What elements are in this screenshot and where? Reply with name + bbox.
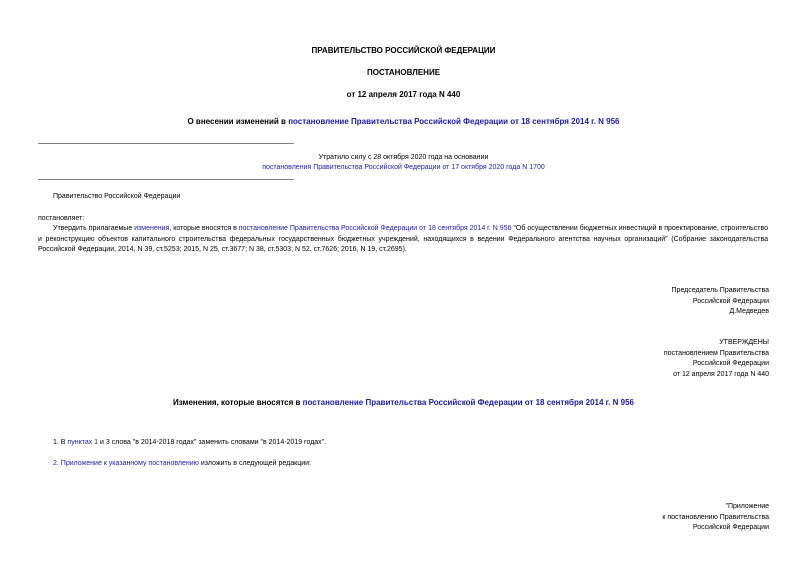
changes-link[interactable]: изменения — [134, 225, 170, 232]
appendix-line-1: "Приложение — [725, 503, 769, 510]
status-note-line: Утратило силу с 28 октября 2020 года на основании — [318, 154, 489, 161]
approval-text-1: Утвердить прилагаемые — [53, 225, 135, 232]
changes-title-prefix: Изменения, которые вносятся в — [173, 398, 303, 407]
document-date-number: от 12 апреля 2017 года N 440 — [346, 90, 461, 99]
amended-decree-link[interactable]: постановление Правительства Российской Федерации от 18 сентября 2014 г. N 956 — [288, 117, 620, 126]
signature-position: Председатель Правительства — [671, 287, 769, 294]
divider-top — [38, 143, 294, 144]
signature-name: Д.Медведев — [729, 308, 769, 315]
changes-title — [0, 398, 807, 407]
appendix-link[interactable]: Приложение к указанному постановлению — [60, 460, 199, 467]
appendix-line-3: Российской Федерации — [692, 524, 769, 531]
change-item-2-text: изложить в следующей редакции: — [198, 460, 311, 467]
issuer: Правительство Российской Федерации — [53, 193, 181, 200]
points-link[interactable]: пунктах 1 — [67, 439, 99, 446]
approval-text-2: , которые вносятся в — [169, 225, 239, 232]
document-title — [0, 117, 807, 126]
repealing-decree-link[interactable]: постановления Правительства Российской Федерации от 17 октября 2020 года N 1700 — [262, 164, 545, 171]
approved-by: постановлением Правительства — [663, 349, 769, 357]
document-title-prefix: О внесении изменений в — [187, 117, 289, 126]
change-item-2 — [53, 460, 311, 467]
approved-date: от 12 апреля 2017 года N 440 — [673, 370, 769, 378]
appendix-line-2: к постановлению Правительства — [662, 513, 769, 521]
government-heading: ПРАВИТЕЛЬСТВО РОССИЙСКОЙ ФЕДЕРАЦИИ — [311, 46, 496, 55]
approved-heading: УТВЕРЖДЕНЫ — [719, 339, 769, 346]
approved-country: Российской Федерации — [692, 360, 769, 367]
approval-paragraph — [38, 224, 768, 256]
change-item-2-number: 2. — [53, 460, 61, 467]
signature-country: Российской Федерации — [692, 297, 769, 305]
changes-decree-link[interactable]: постановление Правительства Российской Федерации от 18 сентября 2014 г. N 956 — [302, 398, 634, 407]
change-item-1-text-b: и 3 слова "в 2014-2018 годах" заменить словами "в 2014-2019 годах". — [98, 439, 327, 446]
change-item-1 — [53, 439, 326, 446]
appendix-heading — [662, 502, 769, 534]
change-item-1-text-a: 1. В — [53, 439, 68, 446]
decree-956-link[interactable]: постановление Правительства Российской Федерации от 18 сентября 2014 г. N 956 — [238, 225, 512, 232]
document-type: ПОСТАНОВЛЕНИЕ — [366, 68, 441, 77]
approval-stamp — [664, 338, 769, 380]
decides-word: постановляет: — [38, 215, 85, 222]
divider-bottom — [38, 179, 294, 180]
signature-block — [672, 286, 769, 318]
approval-text-3: "Об осуществлении бюджетных инвестиций в проектирование, строительство и реконструкцию объектов капитального строительства федеральных государственных бюджетных учреждений, находящихся в ведении Федерального агентства научных организаций" (Собрание законодательства Российской Федерации, 2014, N 39, ст.5253; 2015, N 25, ст.3677; N 38, ст.5303; N 52, ст.7626; 2016, N 19, ст.2695). — [38, 225, 768, 253]
